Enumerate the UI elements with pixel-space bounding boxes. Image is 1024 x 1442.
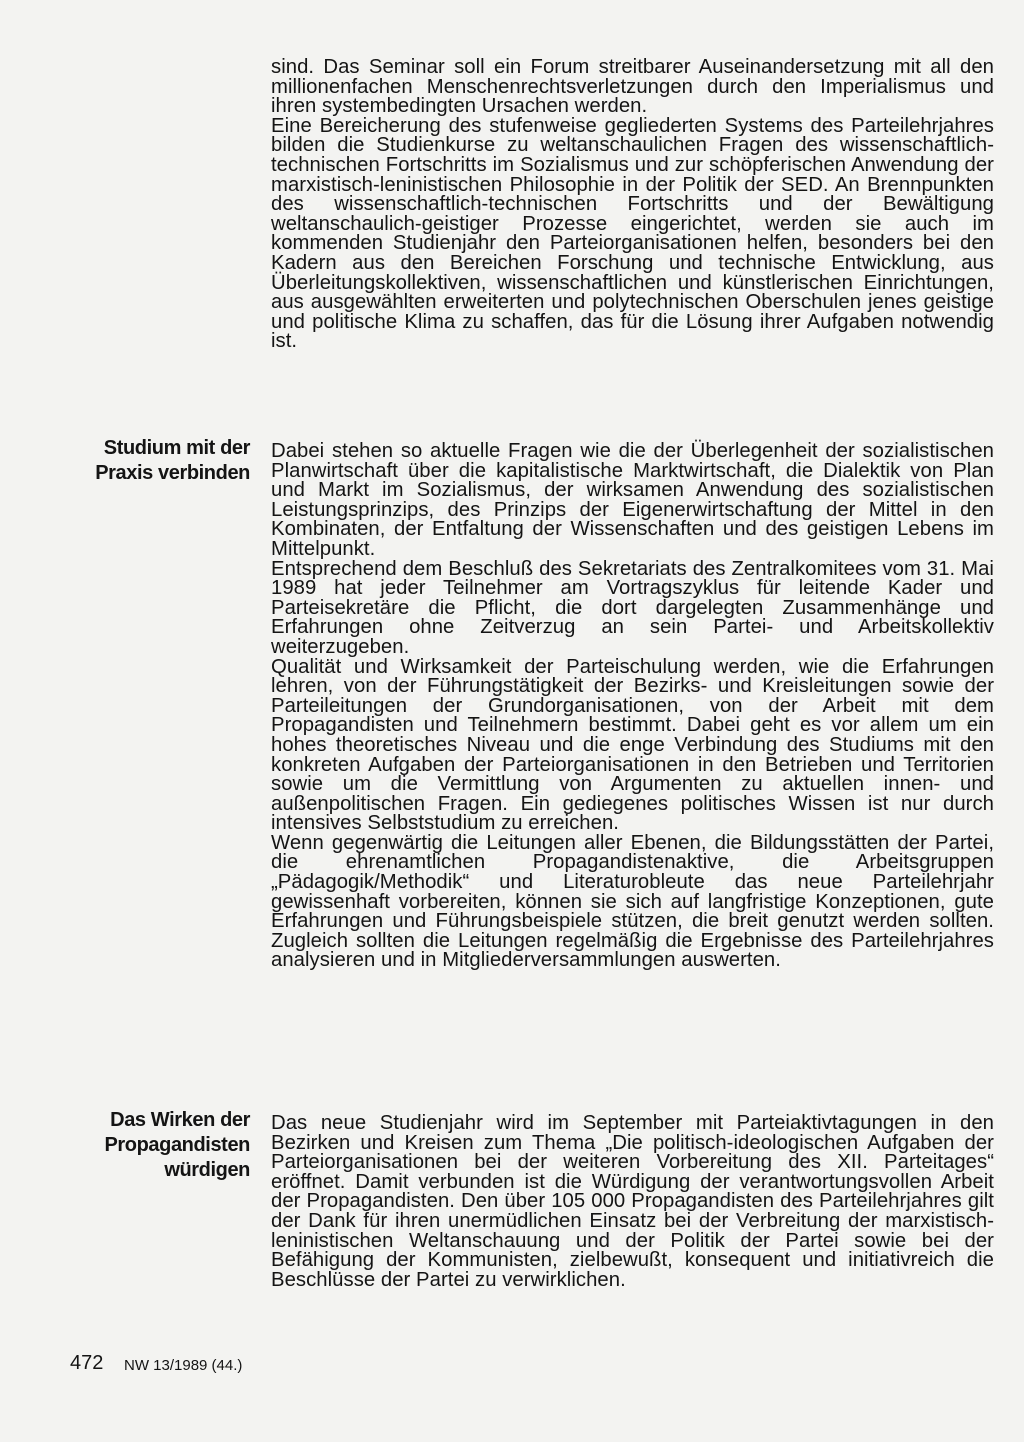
text-block-intro xyxy=(271,58,994,352)
side-heading-studium: Studium mit der Praxis verbinden xyxy=(95,437,250,484)
text-block-wirken xyxy=(271,1114,994,1290)
paragraph: Wenn gegenwärtig die Leitungen aller Ebenen, die Bildungsstätten der Partei, die ehrenamtlichen Propagandistenaktive, die Arbeitsgruppen „Pädagogik/Methodik“ und Literaturobleute das neue Parteilehrjahr gewissenhaft vorbereiten, können sie sich auf langfristige Konzeptionen, gute Erfahrungen und Führungsbeispiele stützen, die breit genutzt werden sollten. Zugleich sollten die Leitungen regelmäßig die Ergebnisse des Parteilehrjahres analysieren und in Mitgliederversammlungen auswerten. xyxy=(271,831,994,972)
paragraph: Eine Bereicherung des stufenweise gegliederten Systems des Parteilehrjahres bilden die Studienkurse zu weltanschaulichen Fragen des wissenschaftlich-technischen Fortschritts im Sozialismus und zur schöpferischen Anwendung der marxistisch-leninistischen Philosophie in der Politik der SED. An Brennpunkten des wissenschaftlich-technischen Fortschritts und der Bewältigung weltanschaulich-geistiger Prozesse eingerichtet, werden sie auch im kommenden Studienjahr den Parteiorganisationen helfen, besonders bei den Kadern aus den Bereichen Forschung und technische Entwicklung, aus Überleitungskollektiven, wissenschaftlichen und künstlerischen Einrichtungen, aus ausgewählten erweiterten und polytechnischen Oberschulen jenes geistige und politische Klima zu schaffen, das für die Lösung ihrer Aufgaben notwendig ist. xyxy=(271,114,994,353)
journal-reference: NW 13/1989 (44.) xyxy=(124,1357,243,1374)
paragraph: Dabei stehen so aktuelle Fragen wie die der Überlegenheit der sozialistischen Planwirtschaft über die kapitalistische Marktwirtschaft, die Dialektik von Plan und Markt im Sozialismus, der wirksamen Anwendung des sozialistischen Leistungsprinzips, des Prinzips der Eigenerwirtschaftung der Mittel in den Kombinaten, der Entfaltung der Wissenschaften und des geistigen Lebens im Mittelpunkt. xyxy=(271,440,994,560)
paragraph: Entsprechend dem Beschluß des Sekretariats des Zentralkomitees vom 31. Mai 1989 hat jeder Teilnehmer am Vortragszyklus für leitende Kader und Parteisekretäre die Pflicht, die dort dargelegten Zusammenhänge und Erfahrungen ohne Zeitverzug an sein Partei- und Arbeitskollektiv weiterzugeben. xyxy=(271,557,994,658)
paragraph: sind. Das Seminar soll ein Forum streitbarer Auseinandersetzung mit all den millionenfachen Menschenrechtsverletzungen durch den Imperialismus und ihren systembedingten Ursachen werden. xyxy=(271,56,994,118)
paragraph: Das neue Studienjahr wird im September mit Parteiaktivtagungen in den Bezirken und Kreisen zum Thema „Die politisch-ideologischen Aufgaben der Parteiorganisationen bei der weiteren Vorbereitung des XII. Parteitages“ eröffnet. Damit verbunden ist die Würdigung der verantwortungsvollen Arbeit der Propagandisten. Den über 105 000 Propagandisten des Parteilehrjahres gilt der Dank für ihren unermüdlichen Einsatz bei der Verbreitung der marxistisch-leninistischen Weltanschauung und der Politik der Partei sowie bei der Befähigung der Kommunisten, zielbewußt, konsequent und initiativreich die Beschlüsse der Partei zu verwirklichen. xyxy=(271,1112,994,1291)
paragraph: Qualität und Wirksamkeit der Parteischulung werden, wie die Erfahrungen lehren, von der Führungstätigkeit der Bezirks- und Kreisleitungen sowie der Parteileitungen der Grundorganisationen, von der Arbeit mit dem Propagandisten und Teilnehmern bestimmt. Dabei geht es vor allem um ein hohes theoretisches Niveau und die enge Verbindung des Studiums mit den konkreten Aufgaben der Parteiorganisationen in den Betrieben und Territorien sowie um die Vermittlung von Argumenten zu aktuellen innen- und außenpolitischen Fragen. Ein gediegenes politisches Wissen ist nur durch intensives Selbststudium zu erreichen. xyxy=(271,655,994,835)
page-number: 472 xyxy=(70,1352,104,1374)
side-heading-wirken: Das Wirken der Propagandisten würdigen xyxy=(104,1109,250,1181)
text-block-studium xyxy=(271,442,994,971)
